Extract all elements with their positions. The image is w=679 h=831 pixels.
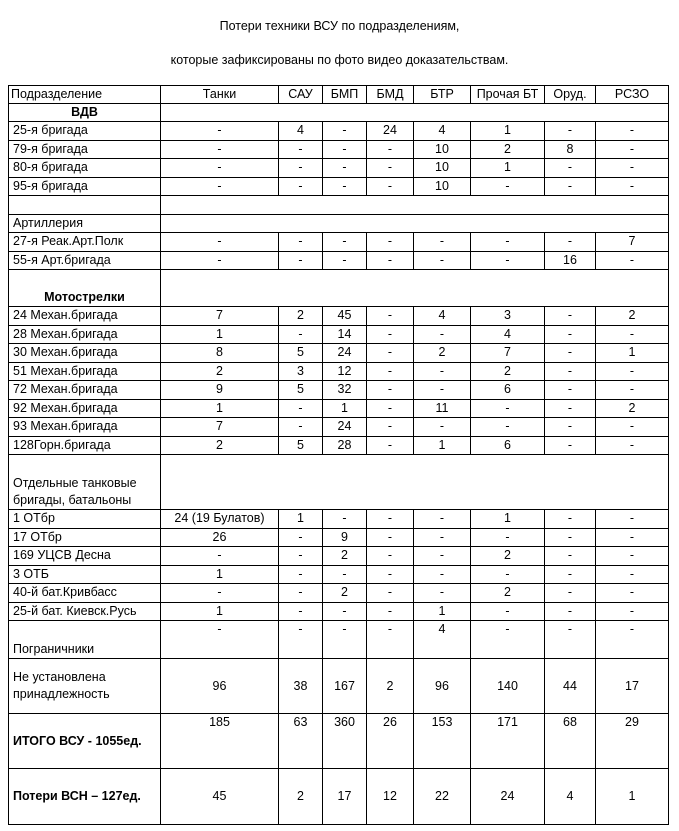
total-label: ИТОГО ВСУ - 1055ед. bbox=[9, 714, 161, 769]
column-header: Оруд. bbox=[545, 86, 596, 104]
value-cell: - bbox=[323, 122, 367, 141]
value-cell: 1 bbox=[161, 325, 279, 344]
value-cell: 10 bbox=[414, 140, 471, 159]
value-cell: - bbox=[367, 584, 414, 603]
value-cell: 28 bbox=[323, 436, 367, 455]
value-cell: 26 bbox=[367, 714, 414, 769]
value-cell: - bbox=[545, 344, 596, 363]
value-cell: - bbox=[545, 177, 596, 196]
value-cell: 2 bbox=[471, 362, 545, 381]
tank-row bbox=[9, 528, 669, 547]
value-cell: 29 bbox=[596, 714, 669, 769]
value-cell: 2 bbox=[471, 584, 545, 603]
value-cell: - bbox=[545, 307, 596, 326]
motor-row bbox=[9, 344, 669, 363]
motor-row bbox=[9, 325, 669, 344]
unit-name-cell: 79-я бригада bbox=[9, 140, 161, 159]
value-cell: - bbox=[367, 307, 414, 326]
value-cell: - bbox=[367, 602, 414, 621]
value-cell: 38 bbox=[279, 659, 323, 714]
value-cell: - bbox=[323, 510, 367, 529]
value-cell: - bbox=[471, 621, 545, 659]
value-cell: - bbox=[414, 510, 471, 529]
value-cell: 171 bbox=[471, 714, 545, 769]
value-cell: 1 bbox=[414, 602, 471, 621]
blank-row bbox=[9, 196, 669, 215]
unit-name-cell: 24 Механ.бригада bbox=[9, 307, 161, 326]
value-cell: - bbox=[279, 547, 323, 566]
value-cell: 10 bbox=[414, 177, 471, 196]
value-cell: 63 bbox=[279, 714, 323, 769]
value-cell: 8 bbox=[545, 140, 596, 159]
value-cell: - bbox=[367, 159, 414, 178]
column-header: БТР bbox=[414, 86, 471, 104]
value-cell: - bbox=[161, 621, 279, 659]
value-cell: 96 bbox=[414, 659, 471, 714]
value-cell: 9 bbox=[323, 528, 367, 547]
value-cell: 1 bbox=[596, 769, 669, 825]
value-cell: - bbox=[323, 233, 367, 252]
value-cell: - bbox=[596, 418, 669, 437]
value-cell: - bbox=[471, 233, 545, 252]
value-cell: - bbox=[596, 140, 669, 159]
value-cell: 22 bbox=[414, 769, 471, 825]
value-cell: - bbox=[161, 547, 279, 566]
value-cell: - bbox=[545, 399, 596, 418]
value-cell: 32 bbox=[323, 381, 367, 400]
tank-row bbox=[9, 565, 669, 584]
value-cell: - bbox=[367, 362, 414, 381]
value-cell: - bbox=[279, 565, 323, 584]
group-title-border: Пограничники bbox=[9, 621, 161, 659]
value-cell: 2 bbox=[161, 362, 279, 381]
value-cell: 26 bbox=[161, 528, 279, 547]
empty-cell bbox=[9, 196, 161, 215]
value-cell: - bbox=[161, 584, 279, 603]
value-cell: 360 bbox=[323, 714, 367, 769]
value-cell: - bbox=[596, 325, 669, 344]
value-cell: - bbox=[323, 251, 367, 270]
value-cell: 24 (19 Булатов) bbox=[161, 510, 279, 529]
column-header: Танки bbox=[161, 86, 279, 104]
motor-row bbox=[9, 362, 669, 381]
value-cell: 4 bbox=[414, 307, 471, 326]
value-cell: - bbox=[545, 381, 596, 400]
value-cell: 1 bbox=[161, 602, 279, 621]
motor-row bbox=[9, 399, 669, 418]
unit-name-cell: 27-я Реак.Арт.Полк bbox=[9, 233, 161, 252]
column-header: Подразделение bbox=[9, 86, 161, 104]
value-cell: - bbox=[596, 122, 669, 141]
value-cell: - bbox=[279, 418, 323, 437]
value-cell: - bbox=[545, 436, 596, 455]
value-cell: 1 bbox=[323, 399, 367, 418]
value-cell: 5 bbox=[279, 344, 323, 363]
value-cell: 185 bbox=[161, 714, 279, 769]
value-cell: 9 bbox=[161, 381, 279, 400]
group-header-row bbox=[9, 455, 669, 510]
value-cell: - bbox=[596, 602, 669, 621]
vsn-label: Потери ВСН – 127ед. bbox=[9, 769, 161, 825]
unit-name-cell: 25-я бригада bbox=[9, 122, 161, 141]
value-cell: - bbox=[414, 418, 471, 437]
value-cell: 17 bbox=[323, 769, 367, 825]
value-cell: - bbox=[545, 547, 596, 566]
value-cell: - bbox=[279, 528, 323, 547]
value-cell: - bbox=[471, 528, 545, 547]
value-cell: - bbox=[545, 602, 596, 621]
border-row bbox=[9, 621, 669, 659]
motor-row bbox=[9, 418, 669, 437]
value-cell: 24 bbox=[323, 344, 367, 363]
empty-cell bbox=[161, 214, 669, 233]
value-cell: - bbox=[596, 528, 669, 547]
group-title-artillery: Артиллерия bbox=[9, 214, 161, 233]
value-cell: - bbox=[596, 362, 669, 381]
value-cell: - bbox=[471, 602, 545, 621]
value-cell: - bbox=[367, 621, 414, 659]
artillery-row bbox=[9, 251, 669, 270]
column-header: БМП bbox=[323, 86, 367, 104]
value-cell: - bbox=[545, 621, 596, 659]
value-cell: - bbox=[545, 159, 596, 178]
value-cell: 3 bbox=[279, 362, 323, 381]
value-cell: - bbox=[279, 602, 323, 621]
unknown-row bbox=[9, 659, 669, 714]
value-cell: 2 bbox=[161, 436, 279, 455]
unit-name-cell: 25-й бат. Киевск.Русь bbox=[9, 602, 161, 621]
value-cell: 2 bbox=[471, 140, 545, 159]
value-cell: 4 bbox=[279, 122, 323, 141]
empty-cell bbox=[161, 104, 669, 122]
value-cell: - bbox=[367, 344, 414, 363]
unit-name-cell: 51 Механ.бригада bbox=[9, 362, 161, 381]
value-cell: - bbox=[471, 399, 545, 418]
value-cell: 2 bbox=[323, 547, 367, 566]
value-cell: 1 bbox=[414, 436, 471, 455]
value-cell: 45 bbox=[323, 307, 367, 326]
value-cell: - bbox=[367, 233, 414, 252]
value-cell: 3 bbox=[471, 307, 545, 326]
value-cell: 4 bbox=[414, 621, 471, 659]
value-cell: - bbox=[545, 528, 596, 547]
value-cell: - bbox=[323, 621, 367, 659]
value-cell: 11 bbox=[414, 399, 471, 418]
value-cell: - bbox=[367, 510, 414, 529]
value-cell: - bbox=[323, 177, 367, 196]
column-header: БМД bbox=[367, 86, 414, 104]
value-cell: - bbox=[545, 325, 596, 344]
value-cell: - bbox=[279, 584, 323, 603]
value-cell: - bbox=[414, 565, 471, 584]
value-cell: - bbox=[414, 325, 471, 344]
value-cell: - bbox=[414, 547, 471, 566]
value-cell: - bbox=[279, 140, 323, 159]
value-cell: 10 bbox=[414, 159, 471, 178]
value-cell: 12 bbox=[367, 769, 414, 825]
value-cell: - bbox=[161, 233, 279, 252]
value-cell: 140 bbox=[471, 659, 545, 714]
value-cell: - bbox=[279, 251, 323, 270]
value-cell: - bbox=[161, 251, 279, 270]
value-cell: 1 bbox=[279, 510, 323, 529]
value-cell: - bbox=[367, 547, 414, 566]
value-cell: 44 bbox=[545, 659, 596, 714]
value-cell: 14 bbox=[323, 325, 367, 344]
value-cell: - bbox=[596, 621, 669, 659]
unit-name-cell: 72 Механ.бригада bbox=[9, 381, 161, 400]
value-cell: 2 bbox=[596, 307, 669, 326]
value-cell: 1 bbox=[596, 344, 669, 363]
value-cell: - bbox=[596, 251, 669, 270]
value-cell: - bbox=[367, 565, 414, 584]
value-cell: - bbox=[414, 528, 471, 547]
value-cell: 12 bbox=[323, 362, 367, 381]
value-cell: 2 bbox=[596, 399, 669, 418]
value-cell: 1 bbox=[471, 122, 545, 141]
unit-name-cell: 80-я бригада bbox=[9, 159, 161, 178]
value-cell: - bbox=[367, 177, 414, 196]
value-cell: - bbox=[323, 159, 367, 178]
vsn-row bbox=[9, 769, 669, 825]
value-cell: 5 bbox=[279, 381, 323, 400]
value-cell: - bbox=[367, 528, 414, 547]
unit-name-cell: 55-я Арт.бригада bbox=[9, 251, 161, 270]
tank-row bbox=[9, 584, 669, 603]
artillery-row bbox=[9, 233, 669, 252]
value-cell: - bbox=[545, 584, 596, 603]
value-cell: 4 bbox=[471, 325, 545, 344]
value-cell: - bbox=[161, 140, 279, 159]
value-cell: - bbox=[596, 510, 669, 529]
value-cell: - bbox=[323, 565, 367, 584]
value-cell: - bbox=[279, 399, 323, 418]
value-cell: - bbox=[279, 177, 323, 196]
value-cell: 7 bbox=[161, 307, 279, 326]
value-cell: 4 bbox=[414, 122, 471, 141]
tank-row bbox=[9, 547, 669, 566]
unit-name-cell: 93 Механ.бригада bbox=[9, 418, 161, 437]
value-cell: - bbox=[323, 140, 367, 159]
value-cell: 24 bbox=[323, 418, 367, 437]
empty-cell bbox=[161, 270, 669, 307]
value-cell: 7 bbox=[471, 344, 545, 363]
value-cell: - bbox=[367, 418, 414, 437]
value-cell: 6 bbox=[471, 381, 545, 400]
value-cell: 2 bbox=[279, 769, 323, 825]
value-cell: - bbox=[161, 159, 279, 178]
total-row bbox=[9, 714, 669, 769]
value-cell: - bbox=[279, 325, 323, 344]
group-title-motor: Мотострелки bbox=[9, 270, 161, 307]
value-cell: - bbox=[471, 565, 545, 584]
value-cell: - bbox=[545, 565, 596, 584]
unit-name-cell: 40-й бат.Кривбасс bbox=[9, 584, 161, 603]
value-cell: - bbox=[596, 584, 669, 603]
value-cell: 167 bbox=[323, 659, 367, 714]
value-cell: 6 bbox=[471, 436, 545, 455]
value-cell: 153 bbox=[414, 714, 471, 769]
value-cell: 5 bbox=[279, 436, 323, 455]
column-header: САУ bbox=[279, 86, 323, 104]
empty-cell bbox=[161, 196, 669, 215]
vdv-row bbox=[9, 122, 669, 141]
value-cell: - bbox=[471, 251, 545, 270]
value-cell: 4 bbox=[545, 769, 596, 825]
title-line-2: которые зафиксированы по фото видео доказательствам. bbox=[170, 53, 509, 67]
value-cell: 7 bbox=[161, 418, 279, 437]
value-cell: 16 bbox=[545, 251, 596, 270]
value-cell: 2 bbox=[323, 584, 367, 603]
unit-name-cell: 128Горн.бригада bbox=[9, 436, 161, 455]
value-cell: 45 bbox=[161, 769, 279, 825]
motor-row bbox=[9, 381, 669, 400]
vdv-row bbox=[9, 159, 669, 178]
value-cell: - bbox=[367, 399, 414, 418]
value-cell: - bbox=[414, 584, 471, 603]
unit-name-cell: 3 ОТБ bbox=[9, 565, 161, 584]
group-header-row bbox=[9, 104, 669, 122]
value-cell: - bbox=[414, 251, 471, 270]
column-header: РСЗО bbox=[596, 86, 669, 104]
motor-row bbox=[9, 436, 669, 455]
value-cell: 96 bbox=[161, 659, 279, 714]
value-cell: 68 bbox=[545, 714, 596, 769]
tank-row bbox=[9, 510, 669, 529]
losses-table bbox=[8, 85, 669, 825]
group-title-vdv: ВДВ bbox=[9, 104, 161, 122]
value-cell: - bbox=[596, 565, 669, 584]
column-header: Прочая БТ bbox=[471, 86, 545, 104]
unit-name-cell: 95-я бригада bbox=[9, 177, 161, 196]
value-cell: - bbox=[414, 233, 471, 252]
value-cell: - bbox=[367, 381, 414, 400]
value-cell: - bbox=[161, 122, 279, 141]
vdv-row bbox=[9, 177, 669, 196]
group-title-tank: Отдельные танковые бригады, батальоны bbox=[9, 455, 161, 510]
value-cell: 24 bbox=[471, 769, 545, 825]
value-cell: - bbox=[414, 381, 471, 400]
value-cell: - bbox=[367, 436, 414, 455]
header-row bbox=[9, 86, 669, 104]
value-cell: 24 bbox=[367, 122, 414, 141]
value-cell: - bbox=[545, 510, 596, 529]
value-cell: 1 bbox=[161, 399, 279, 418]
value-cell: - bbox=[323, 602, 367, 621]
value-cell: 8 bbox=[161, 344, 279, 363]
value-cell: - bbox=[414, 362, 471, 381]
unit-name-cell: 28 Механ.бригада bbox=[9, 325, 161, 344]
value-cell: 1 bbox=[471, 510, 545, 529]
unit-name-cell: 30 Механ.бригада bbox=[9, 344, 161, 363]
value-cell: - bbox=[545, 362, 596, 381]
value-cell: 1 bbox=[161, 565, 279, 584]
value-cell: - bbox=[545, 122, 596, 141]
value-cell: - bbox=[596, 547, 669, 566]
value-cell: 2 bbox=[471, 547, 545, 566]
unit-name-cell: 169 УЦСВ Десна bbox=[9, 547, 161, 566]
empty-cell bbox=[161, 455, 669, 510]
group-header-row bbox=[9, 270, 669, 307]
value-cell: - bbox=[596, 436, 669, 455]
value-cell: - bbox=[545, 418, 596, 437]
motor-row bbox=[9, 307, 669, 326]
group-header-row bbox=[9, 214, 669, 233]
tank-row bbox=[9, 602, 669, 621]
value-cell: - bbox=[161, 177, 279, 196]
unit-name-cell: 17 ОТбр bbox=[9, 528, 161, 547]
value-cell: - bbox=[471, 418, 545, 437]
value-cell: - bbox=[367, 140, 414, 159]
value-cell: 2 bbox=[414, 344, 471, 363]
value-cell: - bbox=[471, 177, 545, 196]
value-cell: 2 bbox=[367, 659, 414, 714]
value-cell: - bbox=[279, 159, 323, 178]
value-cell: 2 bbox=[279, 307, 323, 326]
value-cell: - bbox=[596, 381, 669, 400]
unit-name-cell: 92 Механ.бригада bbox=[9, 399, 161, 418]
vdv-row bbox=[9, 140, 669, 159]
value-cell: 7 bbox=[596, 233, 669, 252]
value-cell: - bbox=[596, 177, 669, 196]
value-cell: - bbox=[279, 233, 323, 252]
value-cell: 17 bbox=[596, 659, 669, 714]
unknown-label: Не установлена принадлежность bbox=[9, 659, 161, 714]
title-line-1: Потери техники ВСУ по подразделениям, bbox=[219, 19, 460, 33]
unit-name-cell: 1 ОТбр bbox=[9, 510, 161, 529]
value-cell: - bbox=[545, 233, 596, 252]
value-cell: - bbox=[596, 159, 669, 178]
value-cell: - bbox=[367, 251, 414, 270]
value-cell: 1 bbox=[471, 159, 545, 178]
value-cell: - bbox=[367, 325, 414, 344]
value-cell: - bbox=[279, 621, 323, 659]
